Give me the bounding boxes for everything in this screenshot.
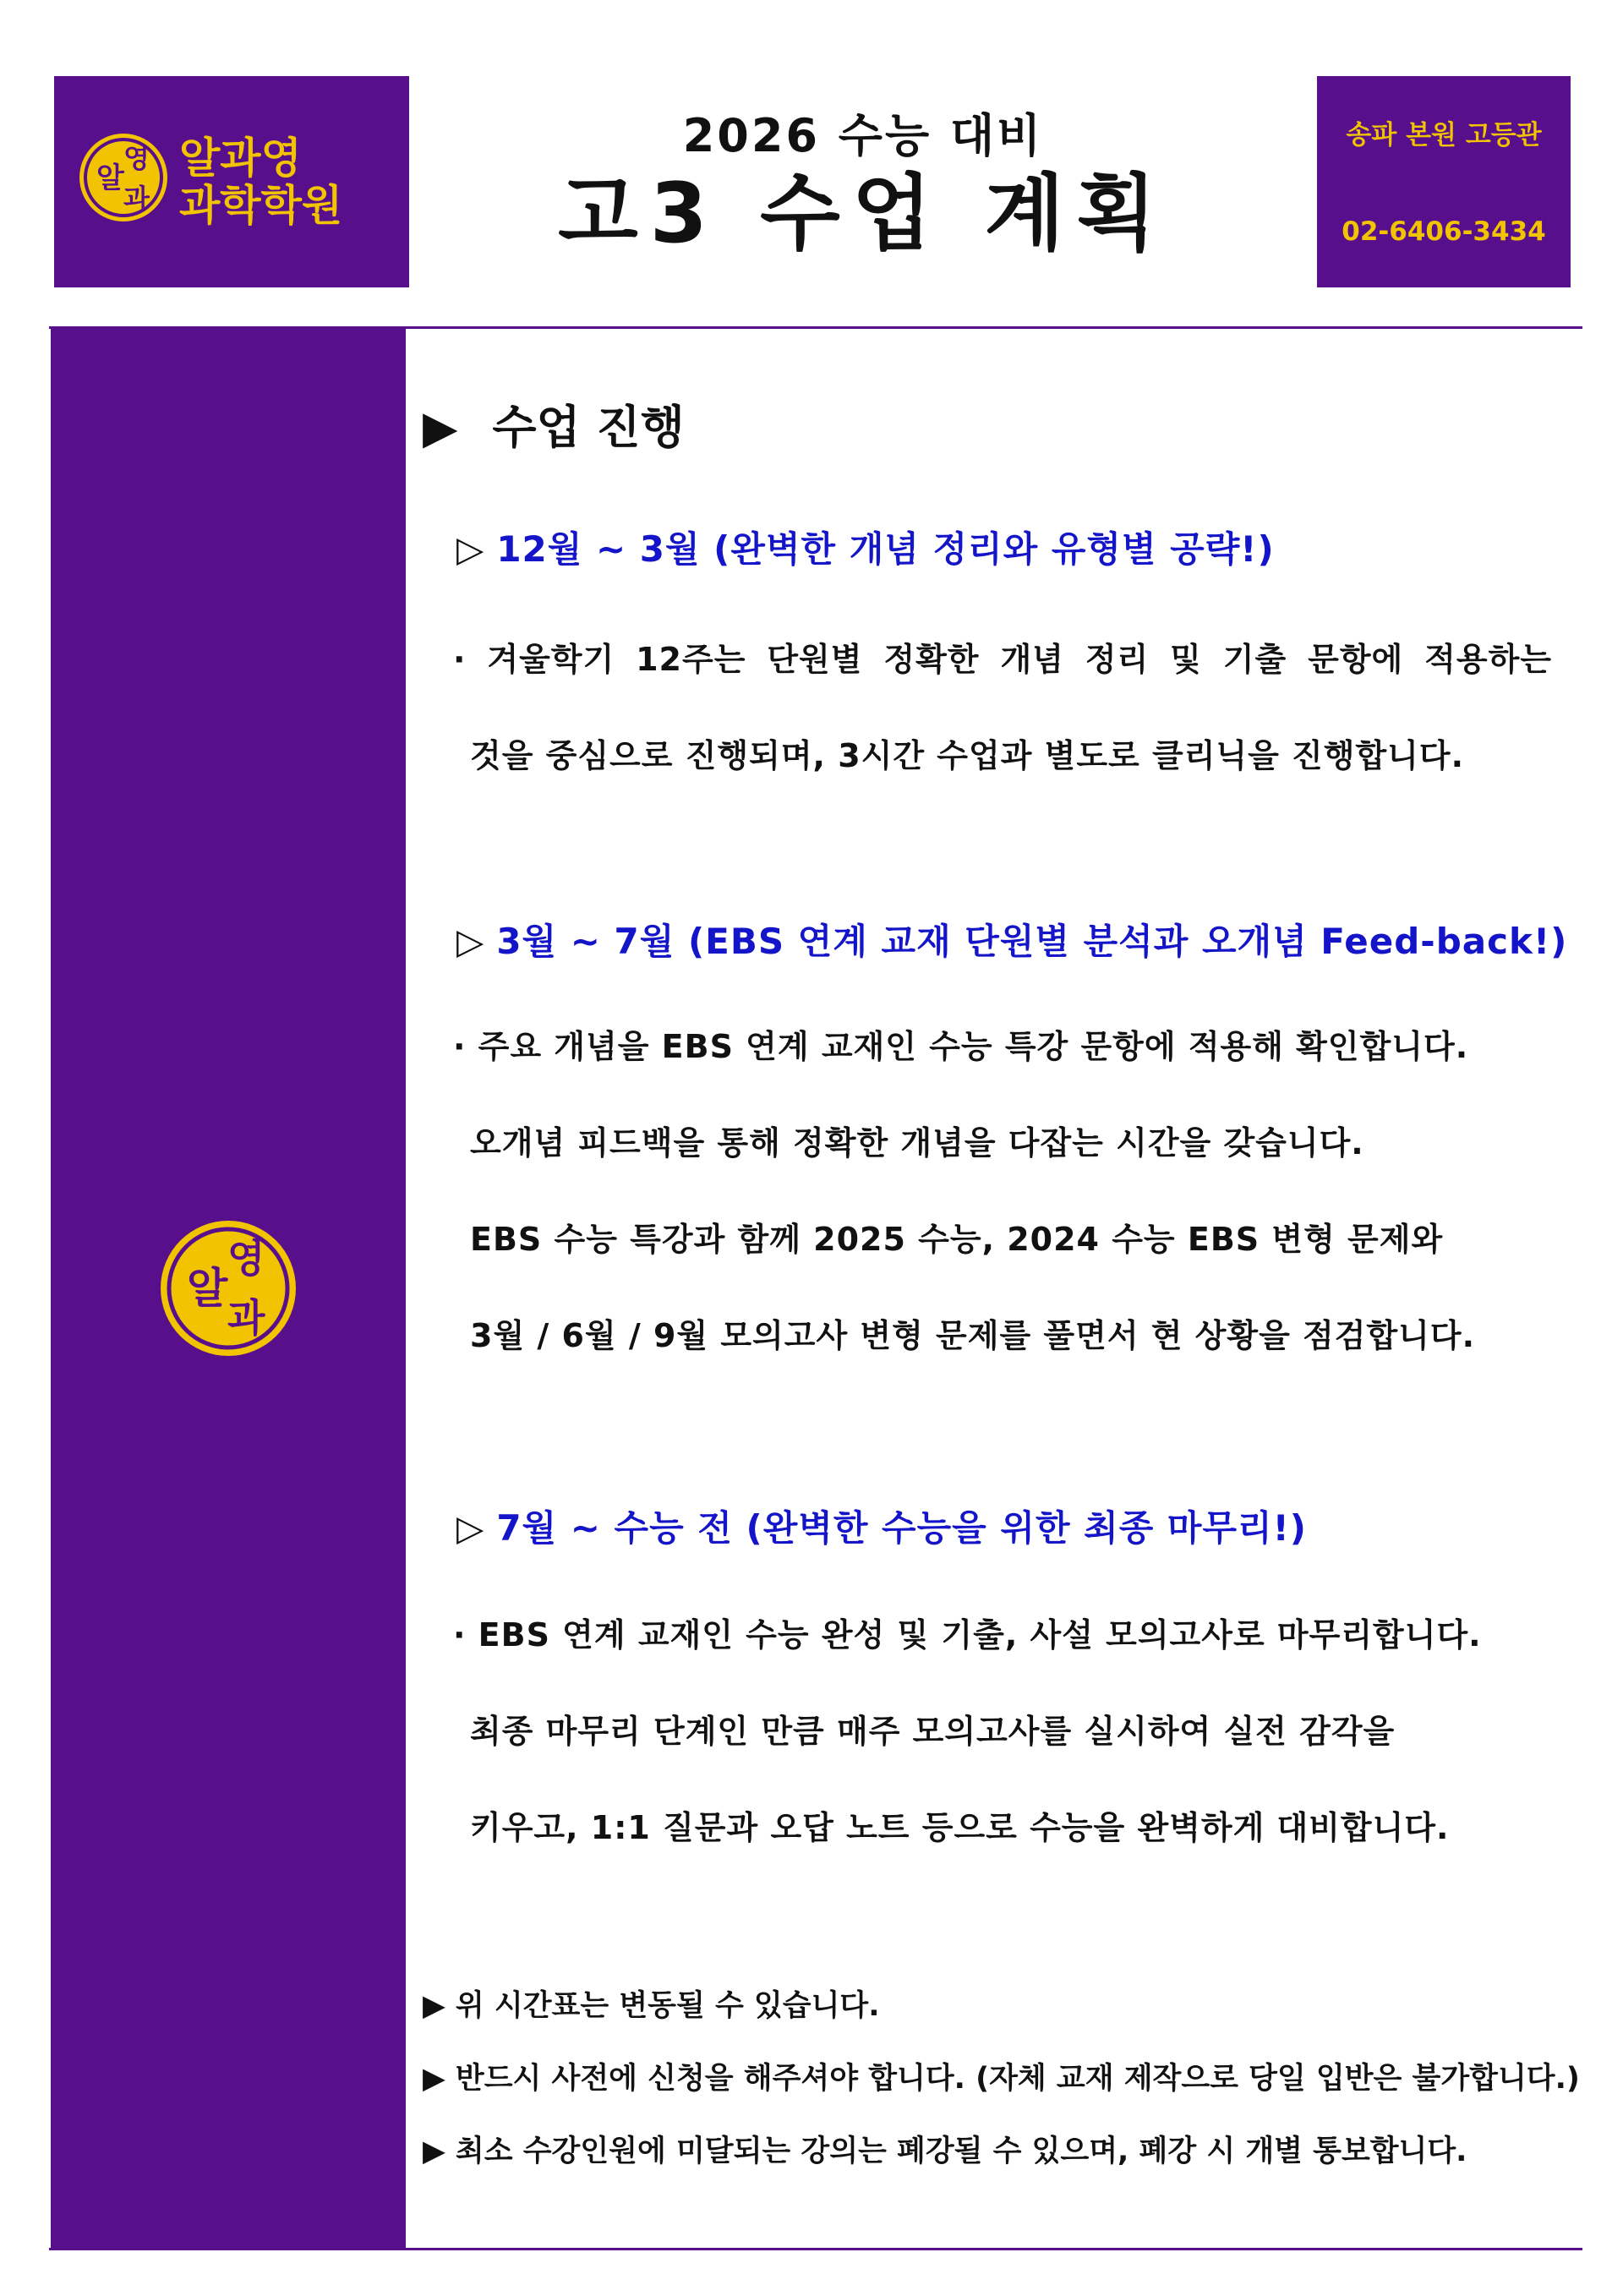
- note-2-arrow-icon: ▶: [423, 2062, 445, 2096]
- period-2-line-1: · 주요 개념을 EBS 연계 교재인 수능 특강 문항에 적용해 확인합니다.: [453, 1028, 1469, 1065]
- period-2-line-3: EBS 수능 특강과 함께 2025 수능, 2024 수능 EBS 변형 문제와: [470, 1221, 1444, 1258]
- period-3-title: 7월 ~ 수능 전 (완벽한 수능을 위한 최종 마무리!): [496, 1507, 1307, 1549]
- academy-logo: [71, 127, 401, 228]
- period-2-marker-icon: ▷: [456, 921, 485, 962]
- note-2-text: 반드시 사전에 신청을 해주셔야 합니다. (자체 교재 제작으로 당일 입반은 불가합니다.): [455, 2062, 1580, 2096]
- period-3-line-2: 최종 마무리 단계인 만큼 매주 모의고사를 실시하여 실전 감각을: [470, 1713, 1396, 1750]
- document-subtitle: 2026 수능 대비: [682, 109, 1044, 162]
- period-1-heading: [456, 522, 1275, 572]
- sidebar-emblem: [156, 1216, 300, 1360]
- logo-name-line1: 알과영: [179, 134, 302, 183]
- logo-emblem-char-1: 알: [96, 161, 124, 195]
- sidebar-emblem-char-1: 알: [187, 1264, 228, 1313]
- footer-divider: [49, 2248, 1582, 2250]
- document-title: 고3 수업 계획: [558, 166, 1168, 262]
- logo-emblem-char-2: 영: [123, 142, 150, 174]
- period-3-line-1: · EBS 연계 교재인 수능 완성 및 기출, 사설 모의고사로 마무리합니다.: [453, 1616, 1482, 1654]
- section-heading: [423, 391, 685, 456]
- sidebar-emblem-char-3: 과: [227, 1295, 265, 1341]
- note-3-text: 최소 수강인원에 미달되는 강의는 폐강될 수 있으며, 폐강 시 개별 통보합니다.: [455, 2135, 1467, 2168]
- branch-name: 송파 본원 고등관: [1346, 120, 1542, 150]
- main-content: [406, 329, 1582, 2248]
- left-sidebar: [51, 329, 406, 2250]
- logo-emblem-char-3: 과: [123, 183, 150, 215]
- note-2: [423, 2055, 1580, 2097]
- note-3: [423, 2128, 1467, 2170]
- note-1-text: 위 시간표는 변동될 수 있습니다.: [455, 1989, 880, 2023]
- academy-logo-box: [54, 76, 409, 287]
- period-1-title: 12월 ~ 3월 (완벽한 개념 정리와 유형별 공략!): [496, 528, 1275, 570]
- period-1-line-2: 것을 중심으로 진행되며, 3시간 수업과 별도로 클리닉을 진행합니다.: [470, 737, 1465, 774]
- branch-info-box: [1317, 76, 1571, 287]
- sidebar-emblem-char-2: 영: [227, 1236, 265, 1282]
- section-title: 수업 진행: [492, 401, 685, 454]
- period-2-heading: [456, 914, 1567, 965]
- note-1: [423, 1982, 880, 2025]
- note-3-arrow-icon: ▶: [423, 2135, 445, 2168]
- period-3-marker-icon: ▷: [456, 1507, 485, 1549]
- branch-phone: 02-6406-3434: [1342, 216, 1546, 247]
- period-3-heading: [456, 1501, 1307, 1551]
- period-2-line-4: 3월 / 6월 / 9월 모의고사 변형 문제를 풀면서 현 상황을 점검합니다.: [470, 1317, 1476, 1354]
- period-2-title: 3월 ~ 7월 (EBS 연계 교재 단원별 분석과 오개념 Feed-back!): [496, 921, 1568, 962]
- logo-name-line2: 과학학원: [179, 181, 343, 228]
- period-2-line-2: 오개념 피드백을 통해 정확한 개념을 다잡는 시간을 갖습니다.: [470, 1124, 1364, 1162]
- period-3-line-3: 키우고, 1:1 질문과 오답 노트 등으로 수능을 완벽하게 대비합니다.: [470, 1809, 1450, 1846]
- note-1-arrow-icon: ▶: [423, 1989, 445, 2023]
- period-1-line-1: · 겨울학기 12주는 단원별 정확한 개념 정리 및 기출 문항에 적용하는: [453, 641, 1552, 678]
- period-1-marker-icon: ▷: [456, 528, 485, 570]
- section-marker-icon: ▶: [423, 401, 458, 454]
